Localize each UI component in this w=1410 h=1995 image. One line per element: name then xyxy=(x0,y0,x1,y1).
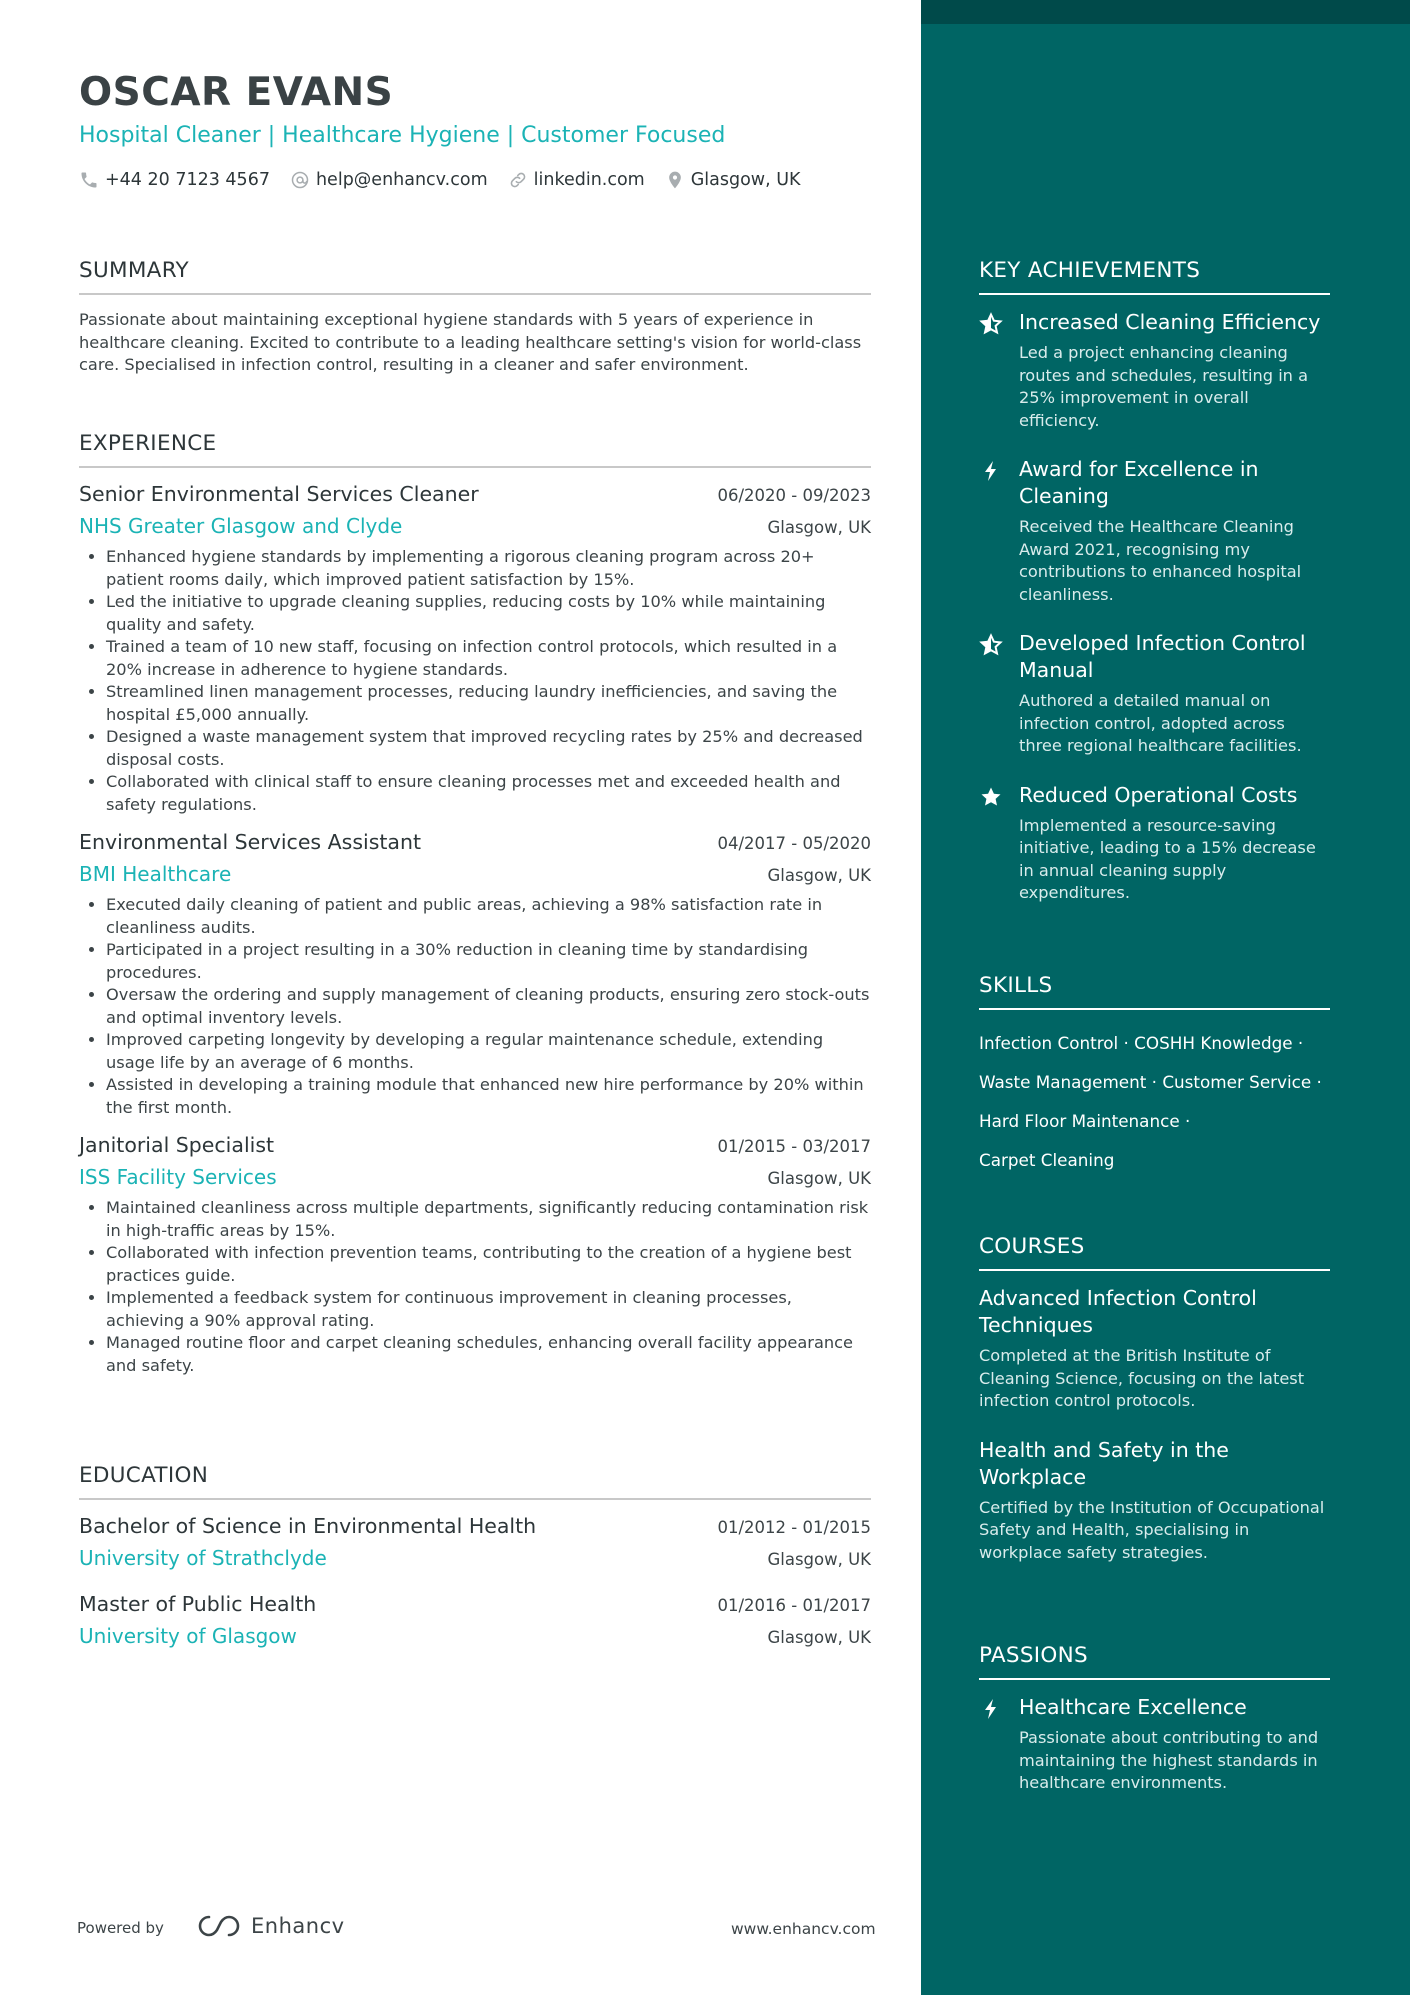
job-bullet: • Maintained cleanliness across multiple departments, significantly reducing contamination risk in high-traffic areas by 15%. xyxy=(106,1197,871,1242)
lightning-icon xyxy=(979,1697,1003,1721)
job-bullet: • Participated in a project resulting in a 30% reduction in cleaning time by standardising procedures. xyxy=(106,939,871,984)
contact-row xyxy=(79,170,801,190)
star-icon xyxy=(979,785,1003,809)
summary-text: Passionate about maintaining exceptional hygiene standards with 5 years of experience in healthcare cleaning. Excited to contribute to a leading healthcare setting's vision for world-class care. Specialised in infection control, resulting in a cleaner and safer environment. xyxy=(79,310,862,374)
skills-list xyxy=(979,1024,1330,1180)
job-dates: 01/2015 - 03/2017 xyxy=(717,1137,871,1156)
education-degree: Bachelor of Science in Environmental Health xyxy=(79,1514,537,1538)
achievement-desc: Implemented a resource-saving initiative, leading to a 15% decrease in annual cleaning supply expenditures. xyxy=(1019,815,1316,902)
course-item xyxy=(979,1285,1330,1413)
job-bullet: • Collaborated with infection prevention teams, contributing to the creation of a hygiene best practices guide. xyxy=(106,1242,871,1287)
contact-linkedin-text: linkedin.com xyxy=(533,170,645,190)
job-bullet: • Implemented a feedback system for continuous improvement in cleaning processes, achieving a 90% approval rating. xyxy=(106,1287,871,1332)
job-bullet: • Managed routine floor and carpet cleaning schedules, enhancing overall facility appearance and safety. xyxy=(106,1332,871,1377)
at-icon xyxy=(290,170,310,190)
achievement-item xyxy=(979,782,1330,905)
course-desc: Certified by the Institution of Occupational Safety and Health, specialising in workplace safety strategies. xyxy=(979,1497,1325,1562)
achievement-item xyxy=(979,630,1330,758)
achievement-item xyxy=(979,309,1330,432)
job-bullet: • Assisted in developing a training module that enhanced new hire performance by 20% within the first month. xyxy=(106,1074,871,1119)
education-entry xyxy=(79,1592,871,1648)
education-title: EDUCATION xyxy=(79,1463,871,1500)
passion-desc: Passionate about contributing to and maintaining the highest standards in healthcare environments. xyxy=(1019,1728,1319,1792)
job-bullets xyxy=(79,546,871,816)
courses-section xyxy=(979,1234,1330,1564)
experience-section xyxy=(79,431,871,1377)
contact-email-text: help@enhancv.com xyxy=(315,170,488,190)
skill-line: Infection Control · COSHH Knowledge · xyxy=(979,1033,1304,1053)
passions-title: PASSIONS xyxy=(979,1643,1330,1680)
summary-title: SUMMARY xyxy=(79,258,871,295)
phone-icon xyxy=(79,170,99,190)
education-entry xyxy=(79,1514,871,1570)
footer-powered-by: Powered by xyxy=(77,1919,164,1937)
job-title: Environmental Services Assistant xyxy=(79,830,422,854)
contact-location-text: Glasgow, UK xyxy=(690,170,801,190)
passions-section xyxy=(979,1643,1330,1795)
achievements-title: KEY ACHIEVEMENTS xyxy=(979,258,1330,295)
course-title: Health and Safety in the Workplace xyxy=(979,1437,1229,1489)
job-dates: 06/2020 - 09/2023 xyxy=(717,486,871,505)
job-bullets xyxy=(79,894,871,1119)
job-bullet: • Oversaw the ordering and supply management of cleaning products, ensuring zero stock-outs and optimal inventory levels. xyxy=(106,984,871,1029)
enhancv-logo-icon xyxy=(195,1913,243,1939)
job-company[interactable]: NHS Greater Glasgow and Clyde xyxy=(79,514,403,538)
job-bullet: • Designed a waste management system that improved recycling rates by 25% and decreased disposal costs. xyxy=(106,726,871,771)
job-location: Glasgow, UK xyxy=(767,866,871,885)
education-location: Glasgow, UK xyxy=(767,1628,871,1647)
sidebar-top-bar xyxy=(921,0,1410,24)
job-entry xyxy=(79,482,871,816)
contact-email[interactable] xyxy=(290,170,488,190)
job-location: Glasgow, UK xyxy=(767,1169,871,1188)
link-icon xyxy=(508,170,528,190)
job-company[interactable]: BMI Healthcare xyxy=(79,862,232,886)
skills-section xyxy=(979,973,1330,1180)
course-title: Advanced Infection Control Techniques xyxy=(979,1286,1257,1337)
achievements-section xyxy=(979,258,1330,905)
education-location: Glasgow, UK xyxy=(767,1550,871,1569)
course-desc: Completed at the British Institute of Cleaning Science, focusing on the latest infection control protocols. xyxy=(979,1346,1305,1410)
achievement-desc: Received the Healthcare Cleaning Award 2021, recognising my contributions to enhanced hospital cleanliness. xyxy=(1019,517,1302,604)
enhancv-logo-text: Enhancv xyxy=(251,1914,345,1938)
job-bullet: • Improved carpeting longevity by developing a regular maintenance schedule, extending usage life by an average of 6 months. xyxy=(106,1029,871,1074)
experience-title: EXPERIENCE xyxy=(79,431,871,468)
lightning-icon xyxy=(979,459,1003,483)
star-outline-icon xyxy=(979,633,1003,657)
skill-line: Waste Management · Customer Service · xyxy=(979,1072,1322,1092)
job-entry xyxy=(79,830,871,1119)
location-pin-icon xyxy=(665,170,685,190)
star-outline-icon xyxy=(979,312,1003,336)
education-school[interactable]: University of Glasgow xyxy=(79,1624,297,1648)
education-school[interactable]: University of Strathclyde xyxy=(79,1546,327,1570)
job-bullet: • Streamlined linen management processes, reducing laundry inefficiencies, and saving the hospital £5,000 annually. xyxy=(106,681,871,726)
footer-url[interactable]: www.enhancv.com xyxy=(731,1920,876,1938)
job-entry xyxy=(79,1133,871,1377)
candidate-tagline: Hospital Cleaner | Healthcare Hygiene | Customer Focused xyxy=(79,123,726,148)
education-dates: 01/2012 - 01/2015 xyxy=(717,1518,871,1537)
job-bullet: • Led the initiative to upgrade cleaning supplies, reducing costs by 10% while maintaining quality and safety. xyxy=(106,591,871,636)
job-company[interactable]: ISS Facility Services xyxy=(79,1165,277,1189)
job-bullets xyxy=(79,1197,871,1377)
achievement-title: Developed Infection Control Manual xyxy=(1019,631,1306,682)
contact-phone[interactable] xyxy=(79,170,270,190)
course-item xyxy=(979,1437,1330,1565)
job-dates: 04/2017 - 05/2020 xyxy=(717,834,871,853)
courses-title: COURSES xyxy=(979,1234,1330,1271)
skill-line: Carpet Cleaning xyxy=(979,1150,1115,1170)
skills-title: SKILLS xyxy=(979,973,1330,1010)
contact-location xyxy=(665,170,801,190)
passion-item xyxy=(979,1694,1330,1795)
achievement-title: Reduced Operational Costs xyxy=(1019,782,1298,807)
job-location: Glasgow, UK xyxy=(767,518,871,537)
job-bullet: • Trained a team of 10 new staff, focusing on infection control protocols, which resulted in a 20% increase in adherence to hygiene standards. xyxy=(106,636,871,681)
achievement-desc: Authored a detailed manual on infection control, adopted across three regional healthcare facilities. xyxy=(1019,691,1302,755)
education-dates: 01/2016 - 01/2017 xyxy=(717,1596,871,1615)
achievement-item xyxy=(979,456,1330,606)
candidate-name: OSCAR EVANS xyxy=(79,70,394,115)
enhancv-logo[interactable] xyxy=(195,1913,345,1939)
achievement-title: Increased Cleaning Efficiency xyxy=(1019,310,1321,334)
job-bullet: • Executed daily cleaning of patient and public areas, achieving a 98% satisfaction rate in cleanliness audits. xyxy=(106,894,871,939)
contact-linkedin[interactable] xyxy=(508,170,645,190)
achievement-title: Award for Excellence in Cleaning xyxy=(1019,457,1259,508)
job-bullet: • Enhanced hygiene standards by implementing a rigorous cleaning program across 20+ patient rooms daily, which improved patient satisfaction by 15%. xyxy=(106,546,871,591)
contact-phone-text: +44 20 7123 4567 xyxy=(105,170,270,190)
job-title: Senior Environmental Services Cleaner xyxy=(79,482,479,506)
job-bullet: • Collaborated with clinical staff to ensure cleaning processes met and exceeded health and safety regulations. xyxy=(106,771,871,816)
education-degree: Master of Public Health xyxy=(79,1592,317,1616)
job-title: Janitorial Specialist xyxy=(79,1133,275,1157)
passion-title: Healthcare Excellence xyxy=(1019,1695,1247,1719)
skill-line: Hard Floor Maintenance · xyxy=(979,1111,1191,1131)
achievement-desc: Led a project enhancing cleaning routes and schedules, resulting in a 25% improvement in overall efficiency. xyxy=(1019,343,1309,430)
summary-section xyxy=(79,258,871,377)
education-section xyxy=(79,1463,871,1648)
